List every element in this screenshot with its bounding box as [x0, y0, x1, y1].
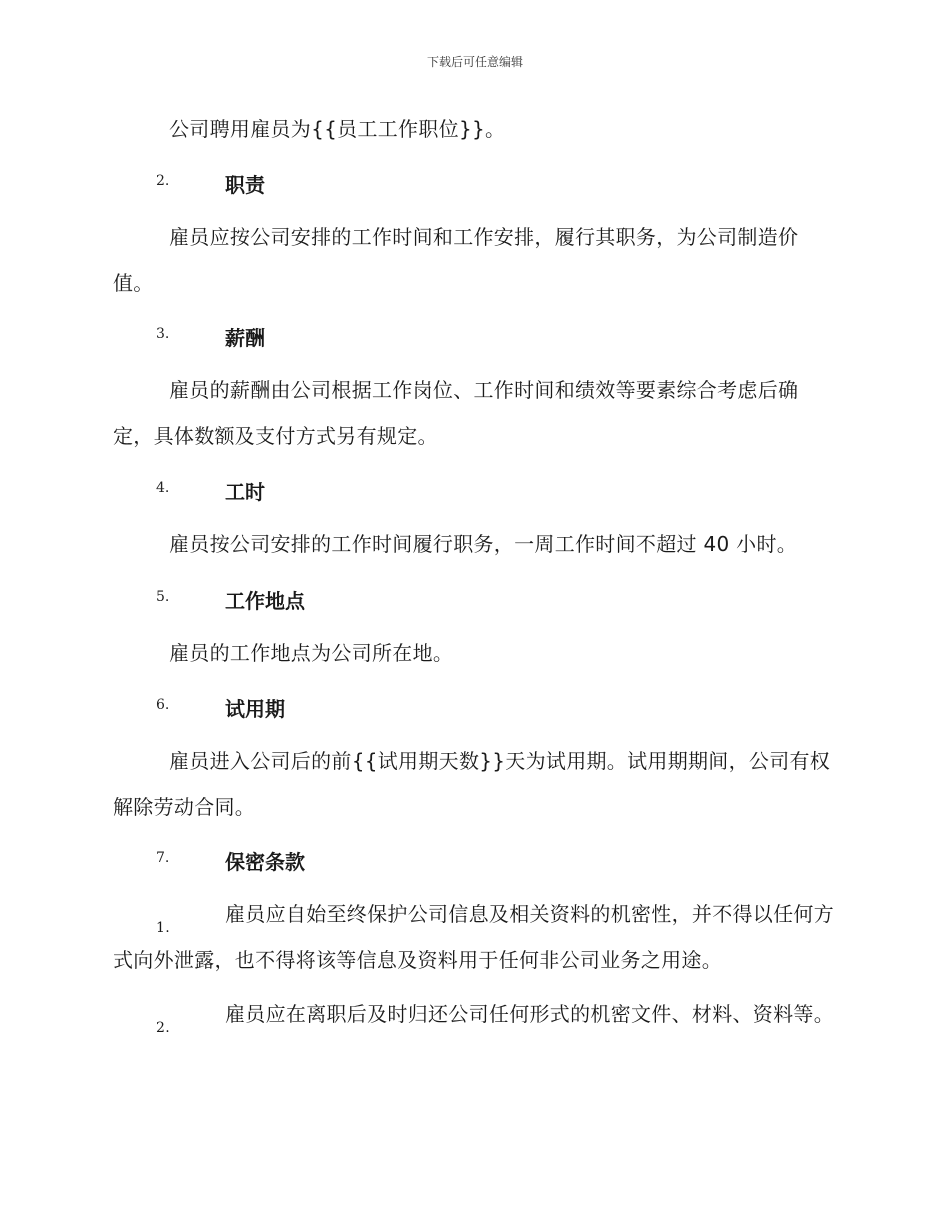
page-header: 下载后可任意编辑 — [426, 55, 523, 69]
item-number: 2. — [156, 1020, 170, 1036]
section-title: 保密条款 — [225, 850, 305, 874]
section-title: 职责 — [225, 173, 265, 197]
location-paragraph — [113, 630, 835, 676]
duties-paragraph — [113, 214, 835, 306]
probation-text: 雇员进入公司后的前{{试用期天数}}天为试用期。试用期期间，公司有权解除劳动合同。 — [113, 749, 831, 819]
salary-paragraph — [113, 367, 835, 459]
section-number: 7. — [156, 850, 170, 866]
section-number: 5. — [156, 589, 170, 605]
item-text: 雇员应自始至终保护公司信息及相关资料的机密性，并不得以任何方式向外泄露，也不得将该等信息及资料用于任何非公司业务之用途。 — [113, 902, 834, 972]
section-title: 工作地点 — [225, 589, 305, 613]
confidentiality-item — [113, 891, 835, 983]
section-number: 2. — [156, 173, 170, 189]
item-number: 1. — [156, 920, 170, 936]
hours-paragraph — [113, 521, 853, 567]
section-number: 3. — [156, 326, 170, 342]
section-number: 4. — [156, 480, 170, 496]
section-number: 6. — [156, 697, 170, 713]
confidentiality-item — [113, 991, 835, 1037]
section-title: 工时 — [225, 480, 265, 504]
probation-paragraph — [113, 738, 835, 830]
hours-text: 雇员按公司安排的工作时间履行职务，一周工作时间不超过 40 小时。 — [169, 532, 798, 556]
section-title: 试用期 — [225, 697, 285, 721]
item-text: 雇员应在离职后及时归还公司任何形式的机密文件、材料、资料等。 — [225, 1002, 834, 1026]
duties-text: 雇员应按公司安排的工作时间和工作安排，履行其职务，为公司制造价值。 — [113, 225, 799, 295]
section-title: 薪酬 — [225, 326, 265, 350]
position-text: 公司聘用雇员为{{员工工作职位}}。 — [169, 117, 506, 141]
position-paragraph — [113, 106, 835, 152]
location-text: 雇员的工作地点为公司所在地。 — [169, 641, 454, 665]
salary-text: 雇员的薪酬由公司根据工作岗位、工作时间和绩效等要素综合考虑后确定，具体数额及支付方式另有规定。 — [113, 378, 799, 448]
